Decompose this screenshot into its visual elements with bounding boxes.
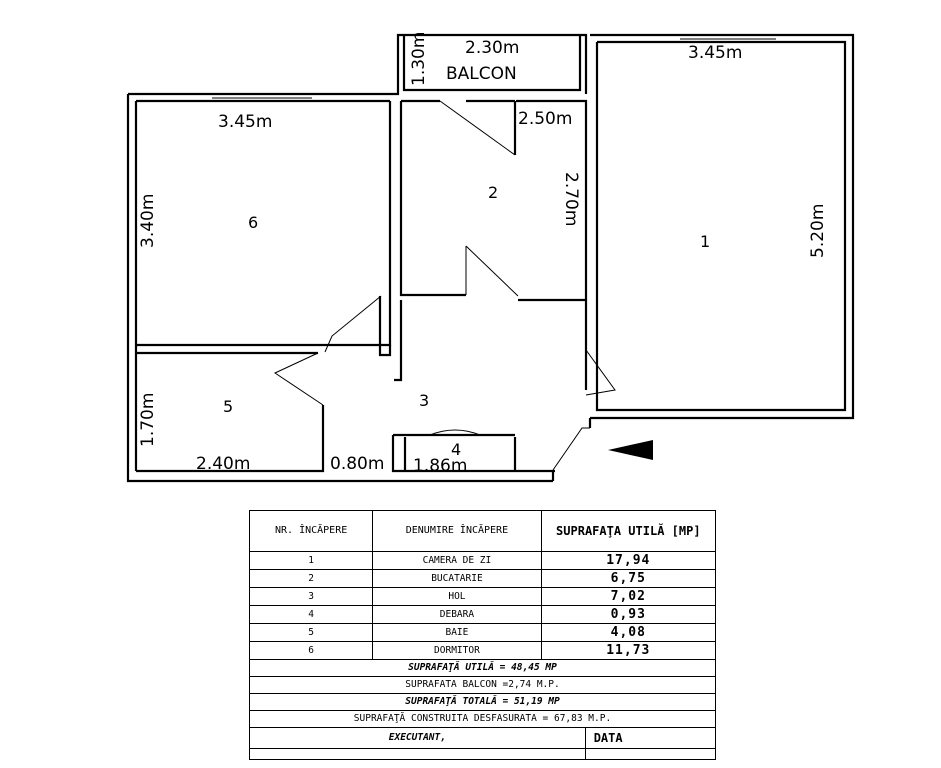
row-name: DEBARA (373, 606, 541, 624)
dim-room6-length: 3.40m (138, 193, 158, 248)
total-built: SUPRAFAŢĂ CONSTRUITA DESFASURATA = 67,83 M.P. (250, 711, 716, 728)
row-nr: 6 (250, 642, 373, 660)
dim-balcony-width: 2.30m (465, 38, 520, 58)
room-label-2: 2 (488, 183, 499, 202)
entrance-arrow-icon (608, 440, 653, 460)
signature-row (250, 749, 716, 760)
dim-room2-length: 2.70m (561, 172, 581, 227)
header-area: SUPRAFAŢA UTILĂ [MP] (541, 511, 715, 552)
row-area: 17,94 (541, 552, 715, 570)
dim-room5-width: 2.40m (196, 454, 251, 474)
room-label-4: 4 (451, 440, 462, 459)
executant-signature-cell (250, 749, 586, 760)
total-useful: SUPRAFAŢĂ UTILĂ = 48,45 MP (250, 660, 716, 677)
row-name: HOL (373, 588, 541, 606)
row-area: 11,73 (541, 642, 715, 660)
dim-room1-length: 5.20m (808, 203, 828, 258)
table-row (250, 624, 716, 642)
total-balcony: SUPRAFATA BALCON =2,74 M.P. (250, 677, 716, 694)
row-nr: 2 (250, 570, 373, 588)
row-area: 6,75 (541, 570, 715, 588)
dim-room5-height: 1.70m (138, 392, 158, 447)
row-area: 7,02 (541, 588, 715, 606)
row-name: DORMITOR (373, 642, 541, 660)
row-nr: 3 (250, 588, 373, 606)
dim-storage-width: 1.86m (413, 456, 468, 476)
balcony-label: BALCON (446, 64, 517, 84)
row-nr: 5 (250, 624, 373, 642)
row-name: CAMERA DE ZI (373, 552, 541, 570)
executant-label: EXECUTANT, (250, 728, 586, 749)
date-label: DATA (585, 728, 715, 749)
dim-room1-width: 3.45m (688, 43, 743, 63)
dim-hall-door: 0.80m (330, 454, 385, 474)
dim-balcony-depth: 1.30m (409, 31, 429, 86)
room-schedule-table (249, 510, 716, 760)
interior-walls (136, 101, 590, 481)
dim-room6-width: 3.45m (218, 112, 273, 132)
total-overall-row (250, 694, 716, 711)
row-name: BAIE (373, 624, 541, 642)
table-row (250, 588, 716, 606)
row-name: BUCATARIE (373, 570, 541, 588)
table-row (250, 552, 716, 570)
table-header-row (250, 511, 716, 552)
executant-row (250, 728, 716, 749)
room-label-5: 5 (223, 397, 234, 416)
row-nr: 4 (250, 606, 373, 624)
dim-room2-width: 2.50m (518, 109, 573, 129)
total-useful-row (250, 660, 716, 677)
row-area: 4,08 (541, 624, 715, 642)
row-area: 0,93 (541, 606, 715, 624)
door-swings (275, 101, 615, 470)
table-row (250, 606, 716, 624)
room-label-1: 1 (700, 232, 711, 251)
total-overall: SUPRAFAŢĂ TOTALĂ = 51,19 MP (250, 694, 716, 711)
table-row (250, 570, 716, 588)
room-label-6: 6 (248, 213, 259, 232)
room-label-3: 3 (419, 391, 430, 410)
total-balcony-row (250, 677, 716, 694)
header-nr: NR. ÎNCĂPERE (250, 511, 373, 552)
row-nr: 1 (250, 552, 373, 570)
table-row (250, 642, 716, 660)
total-built-row (250, 711, 716, 728)
date-value-cell (585, 749, 715, 760)
header-name: DENUMIRE ÎNCĂPERE (373, 511, 541, 552)
